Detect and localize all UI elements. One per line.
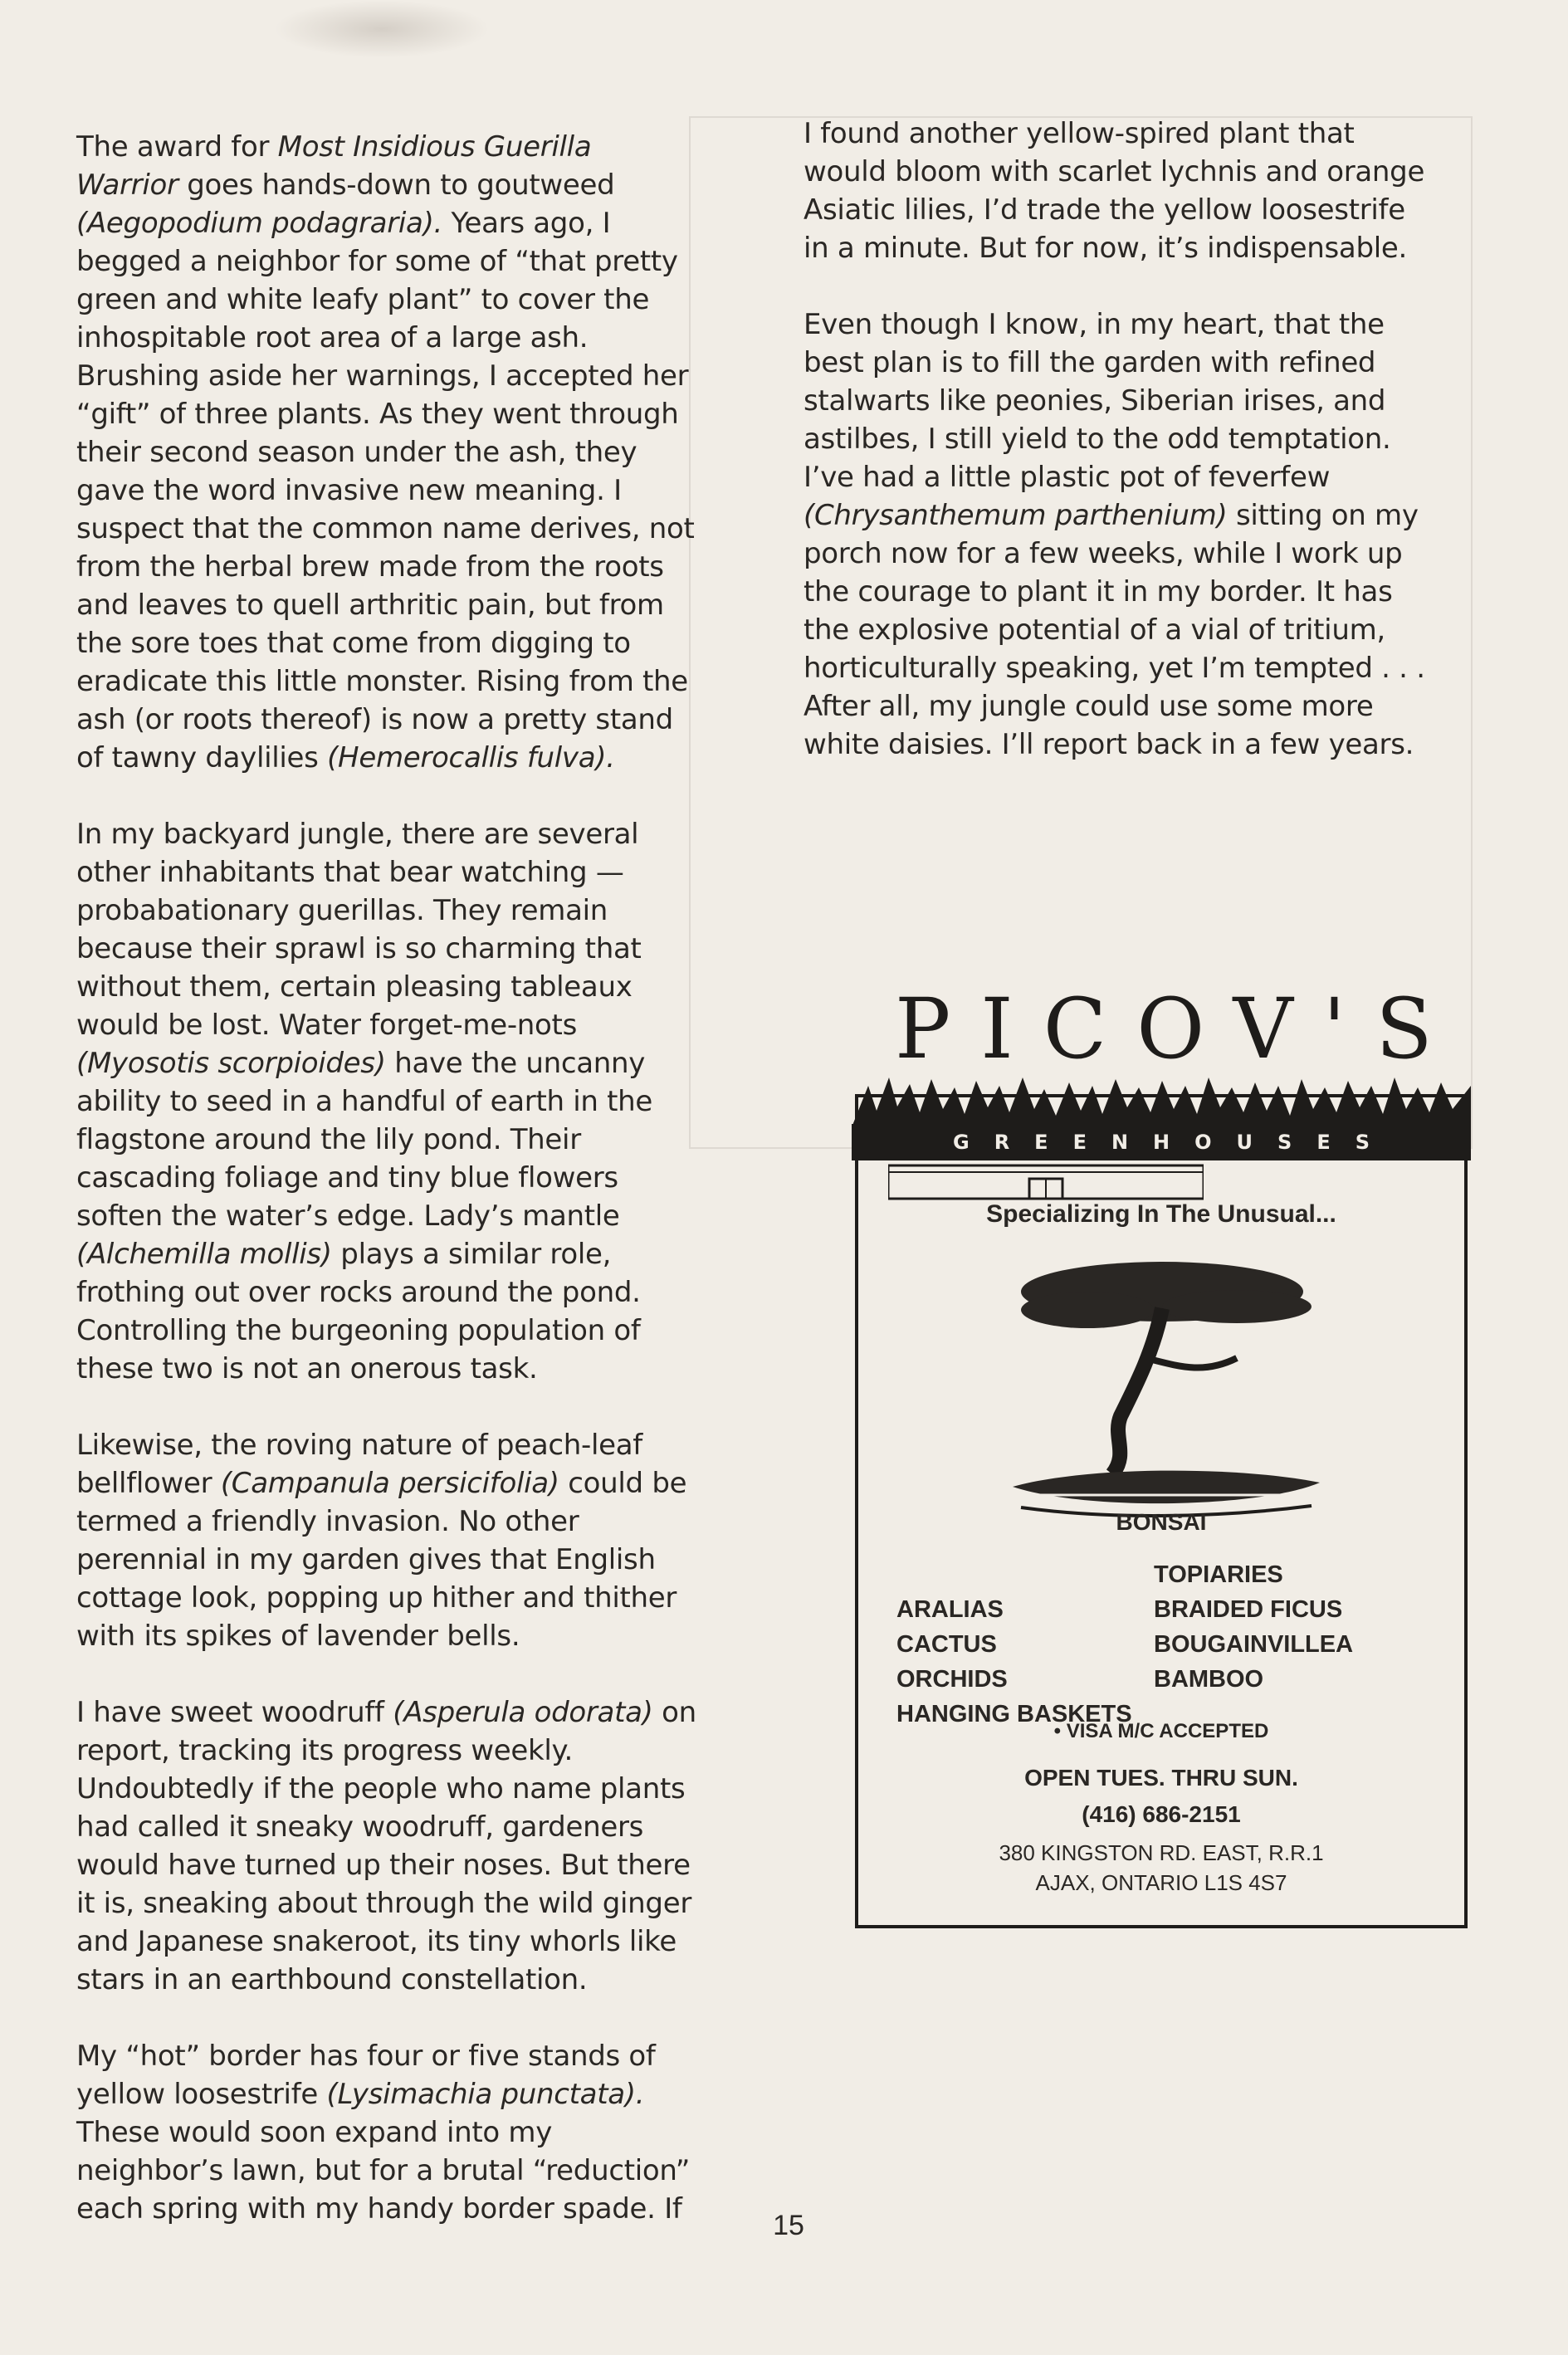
text-run: Even though I know, in my heart, that the best plan is to fill the garden with refined stalwarts like peonies, Siberian irises, and astilbes, I still yield to the odd temptation. I’ve had a little plastic pot of feverfew (804, 308, 1391, 494)
paragraph (76, 815, 740, 1388)
ad-phone: (416) 686-2151 (1082, 1801, 1241, 1827)
italic-text: (Alchemilla mollis) (76, 1238, 332, 1271)
ad-tagline: Specializing In The Unusual... (986, 1200, 1336, 1228)
plant-item: HANGING BASKETS (896, 1701, 1132, 1727)
italic-text: (Campanula persicifolia) (220, 1467, 559, 1500)
article-right-column (804, 115, 1476, 802)
italic-text: (Asperula odorata) (393, 1696, 653, 1729)
italic-text: (Hemerocallis fulva). (327, 741, 615, 774)
plant-item: CACTUS (896, 1631, 997, 1658)
ad-address (855, 1838, 1468, 1898)
plant-item: TOPIARIES (1154, 1561, 1283, 1588)
plant-item: ARALIAS (896, 1596, 1004, 1623)
italic-text: (Lysimachia punctata). (326, 2078, 645, 2111)
text-run: The award for (76, 130, 278, 164)
text-run: on report, tracking its progress weekly. Undoubtedly if the people who name plants had called it sneaky woodruff, gardeners would have turned up their noses. But there it is, sneaking about through the wild ginger and Japanese snakeroot, its tiny whorls like stars in an earthbound constellation. (76, 1696, 696, 1996)
paragraph (76, 128, 740, 777)
text-run: These would soon expand into my neighbor’s lawn, but for a brutal “reduction” each spring with my handy border spade. If (76, 2116, 691, 2226)
ad-logo: PICOV'S (895, 980, 1463, 1077)
text-run: I have sweet woodruff (76, 1696, 393, 1729)
paragraph (76, 1426, 740, 1655)
plant-item: ORCHIDS (896, 1666, 1008, 1693)
paragraph (804, 115, 1476, 267)
paragraph (76, 1693, 740, 1999)
ad-band (852, 1124, 1471, 1160)
plant-item: BOUGAINVILLEA (1154, 1631, 1354, 1658)
picovs-advertisement (855, 980, 1468, 1928)
text-run: have the uncanny ability to seed in a handful of earth in the flagstone around the lily pond. Their cascading foliage and tiny blue flowers soften the water’s edge. Lady’s mantle (76, 1047, 653, 1233)
plant-item: BAMBOO (1154, 1666, 1264, 1693)
text-run: In my backyard jungle, there are several other inhabitants that bear watching — probabationary guerillas. They remain because their sprawl is so charming that without them, certain pleasing tableaux would be lost. Water forget-me-nots (76, 818, 642, 1042)
ad-visa: • VISA M/C ACCEPTED (1053, 1720, 1269, 1742)
ad-bonsai-label: BONSAI (1116, 1509, 1207, 1535)
ad-address-line-2: AJAX, ONTARIO L1S 4S7 (1035, 1870, 1287, 1895)
ad-hours: OPEN TUES. THRU SUN. (1024, 1765, 1298, 1791)
greenhouse-icon (888, 1160, 1204, 1202)
scan-shadow (274, 0, 490, 58)
article-left-column (76, 128, 740, 2266)
plant-item: BRAIDED FICUS (1154, 1596, 1343, 1623)
paragraph (804, 305, 1476, 764)
text-run: goes hands-down to goutweed (187, 169, 615, 202)
text-run: plays a similar role, frothing out over rocks around the pond. Controlling the burgeoning population of these two is not an onerous task. (76, 1238, 641, 1385)
italic-text: Most Insidious Guerilla Warrior (76, 130, 592, 202)
paragraph (76, 2037, 740, 2228)
italic-text: (Myosotis scorpioides) (76, 1047, 386, 1080)
ad-plant-list (896, 1559, 1444, 1730)
text-run: Years ago, I begged a neighbor for some of “that pretty green and white leafy plant” to cover the inhospitable root area of a large ash. Brushing aside her warnings, I accepted her “gift” of three plants. As they went through their second season under the ash, they gave the word invasive new meaning. I suspect that the common name derives, not from the herbal brew made from the roots and leaves to quell arthritic pain, but from the sore toes that come from digging to eradicate this little monster. Rising from the ash (or roots thereof) is now a pretty stand of tawny daylilies (76, 207, 695, 774)
text-run: I found another yellow-spired plant that would bloom with scarlet lychnis and orange Asiatic lilies, I’d trade the yellow loosestrife in a minute. But for now, it’s indispensable. (804, 117, 1425, 265)
ad-address-line-1: 380 KINGSTON RD. EAST, R.R.1 (999, 1840, 1324, 1865)
text-run: My “hot” border has four or five stands of yellow loosestrife (76, 2040, 656, 2111)
ad-band-label: GREENHOUSES (953, 1131, 1395, 1154)
italic-text: (Aegopodium podagraria). (76, 207, 443, 240)
bonsai-tree-icon (988, 1258, 1336, 1524)
italic-text: (Chrysanthemum parthenium) (804, 499, 1228, 532)
text-run: sitting on my porch now for a few weeks, while I work up the courage to plant it in my border. It has the explosive potential of a vial of tritium, horticulturally speaking, yet I’m tempted . . . After all, my jungle could use some more white daisies. I’ll report back in a few years. (804, 499, 1425, 761)
text-run: Likewise, the roving nature of peach-leaf bellflower (76, 1429, 642, 1500)
page-number: 15 (773, 2210, 804, 2241)
text-run: could be termed a friendly invasion. No other perennial in my garden gives that English cottage look, popping up hither and thither with its spikes of lavender bells. (76, 1467, 687, 1653)
